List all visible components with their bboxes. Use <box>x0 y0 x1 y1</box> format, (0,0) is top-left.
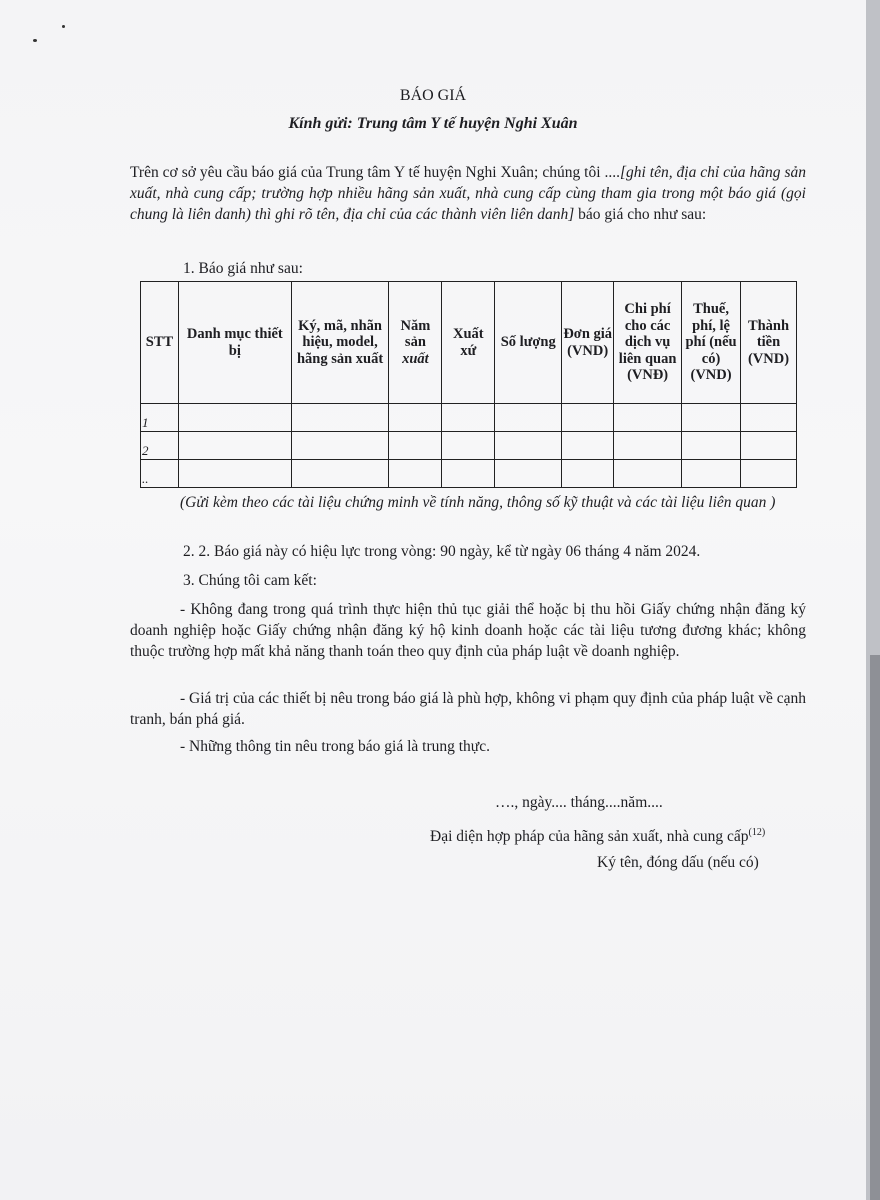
table-cell <box>291 460 389 488</box>
table-cell <box>442 432 495 460</box>
table-cell <box>682 432 741 460</box>
scan-speck <box>62 25 65 28</box>
table-cell <box>614 432 682 460</box>
table-cell <box>614 404 682 432</box>
header-tax: Thuế, phí, lệ phí (nếu có) (VND) <box>682 282 741 404</box>
recipient-line: Kính gửi: Trung tâm Y tế huyện Nghi Xuân <box>288 115 578 132</box>
representative-text: Đại diện hợp pháp của hãng sản xuất, nhà cung cấp <box>430 828 749 846</box>
table-cell <box>741 460 797 488</box>
table-cell <box>562 432 614 460</box>
header-total: Thành tiền (VND) <box>741 282 797 404</box>
commitment-item: - Không đang trong quá trình thực hiện thủ tục giải thể hoặc bị thu hồi Giấy chứng nhận đăng ký doanh nghiệp hoặc Giấy chứng nhận đăng ký hộ kinh doanh hoặc các tài liệu tương đương khác; không thuộc trường hợp mất khả năng thanh toán theo quy định của pháp luật về doanh nghiệp. <box>130 601 806 660</box>
table-cell <box>291 432 389 460</box>
document-title: BÁO GIÁ <box>399 87 467 104</box>
attachment-note: (Gửi kèm theo các tài liệu chứng minh về tính năng, thông số kỹ thuật và các tài liệu liên quan ) <box>180 494 776 511</box>
table-cell <box>495 404 562 432</box>
commitment-item: - Những thông tin nêu trong báo giá là trung thực. <box>180 738 490 755</box>
table-cell <box>389 460 442 488</box>
header-year-text: Năm sản <box>400 317 431 351</box>
footnote-ref: (12) <box>748 827 766 838</box>
table-cell <box>178 404 291 432</box>
header-year <box>389 282 442 404</box>
intro-lead: Trên cơ sở yêu cầu báo giá của Trung tâm Y tế huyện Nghi Xuân; chúng tôi .... <box>130 164 620 181</box>
section-3-heading: 3. Chúng tôi cam kết: <box>183 572 317 589</box>
table-cell <box>495 460 562 488</box>
table-cell <box>178 460 291 488</box>
section-2-validity: 2. 2. Báo giá này có hiệu lực trong vòng: 90 ngày, kể từ ngày 06 tháng 4 năm 2024. <box>183 543 701 560</box>
representative-line <box>430 822 765 847</box>
table-cell <box>562 404 614 432</box>
commitment-item: - Giá trị của các thiết bị nêu trong báo giá là phù hợp, không vi phạm quy định của pháp luật về cạnh tranh, bán phá giá. <box>130 690 806 728</box>
page-edge-shadow <box>870 655 880 1200</box>
table-cell <box>178 432 291 460</box>
cell-stt: 1 <box>141 404 179 432</box>
table-cell <box>389 404 442 432</box>
header-equipment: Danh mục thiết bị <box>178 282 291 404</box>
cell-stt: .. <box>141 460 179 488</box>
table-cell <box>291 404 389 432</box>
table-header-row <box>141 282 797 404</box>
header-stt: STT <box>141 282 179 404</box>
intro-paragraph <box>130 162 806 225</box>
signature-line: Ký tên, đóng dấu (nếu có) <box>597 854 759 871</box>
table-cell <box>495 432 562 460</box>
header-unit-price: Đơn giá (VND) <box>562 282 614 404</box>
quote-table <box>140 281 797 488</box>
table-cell <box>741 432 797 460</box>
cell-stt: 2 <box>141 432 179 460</box>
header-service-cost: Chi phí cho các dịch vụ liên quan (VNĐ) <box>614 282 682 404</box>
table-cell <box>562 460 614 488</box>
table-cell <box>614 460 682 488</box>
header-year-text: xuất <box>402 350 429 367</box>
table-row <box>141 460 797 488</box>
scan-speck <box>33 39 37 42</box>
table-cell <box>442 460 495 488</box>
header-origin: Xuất xứ <box>442 282 495 404</box>
table-cell <box>442 404 495 432</box>
intro-bracket: [ghi tên, địa chỉ của hãng sản xuất, nhà cung cấp; trường hợp nhiều hãng sản xuất, nhà cung cấp cùng tham gia trong một báo giá (gọi chung là liên danh) thì ghi rõ tên, địa chỉ của các thành viên liên danh] <box>130 164 806 223</box>
section-1-heading: 1. Báo giá như sau: <box>183 260 303 277</box>
table-cell <box>682 460 741 488</box>
table-row <box>141 432 797 460</box>
table-cell <box>389 432 442 460</box>
table-cell <box>741 404 797 432</box>
header-model: Ký, mã, nhãn hiệu, model, hãng sản xuất <box>291 282 389 404</box>
page-edge <box>866 0 880 1200</box>
date-line: …., ngày.... tháng....năm.... <box>495 794 663 811</box>
header-quantity: Số lượng <box>495 282 562 404</box>
table-row <box>141 404 797 432</box>
table-cell <box>682 404 741 432</box>
intro-tail: báo giá cho như sau: <box>574 206 707 223</box>
